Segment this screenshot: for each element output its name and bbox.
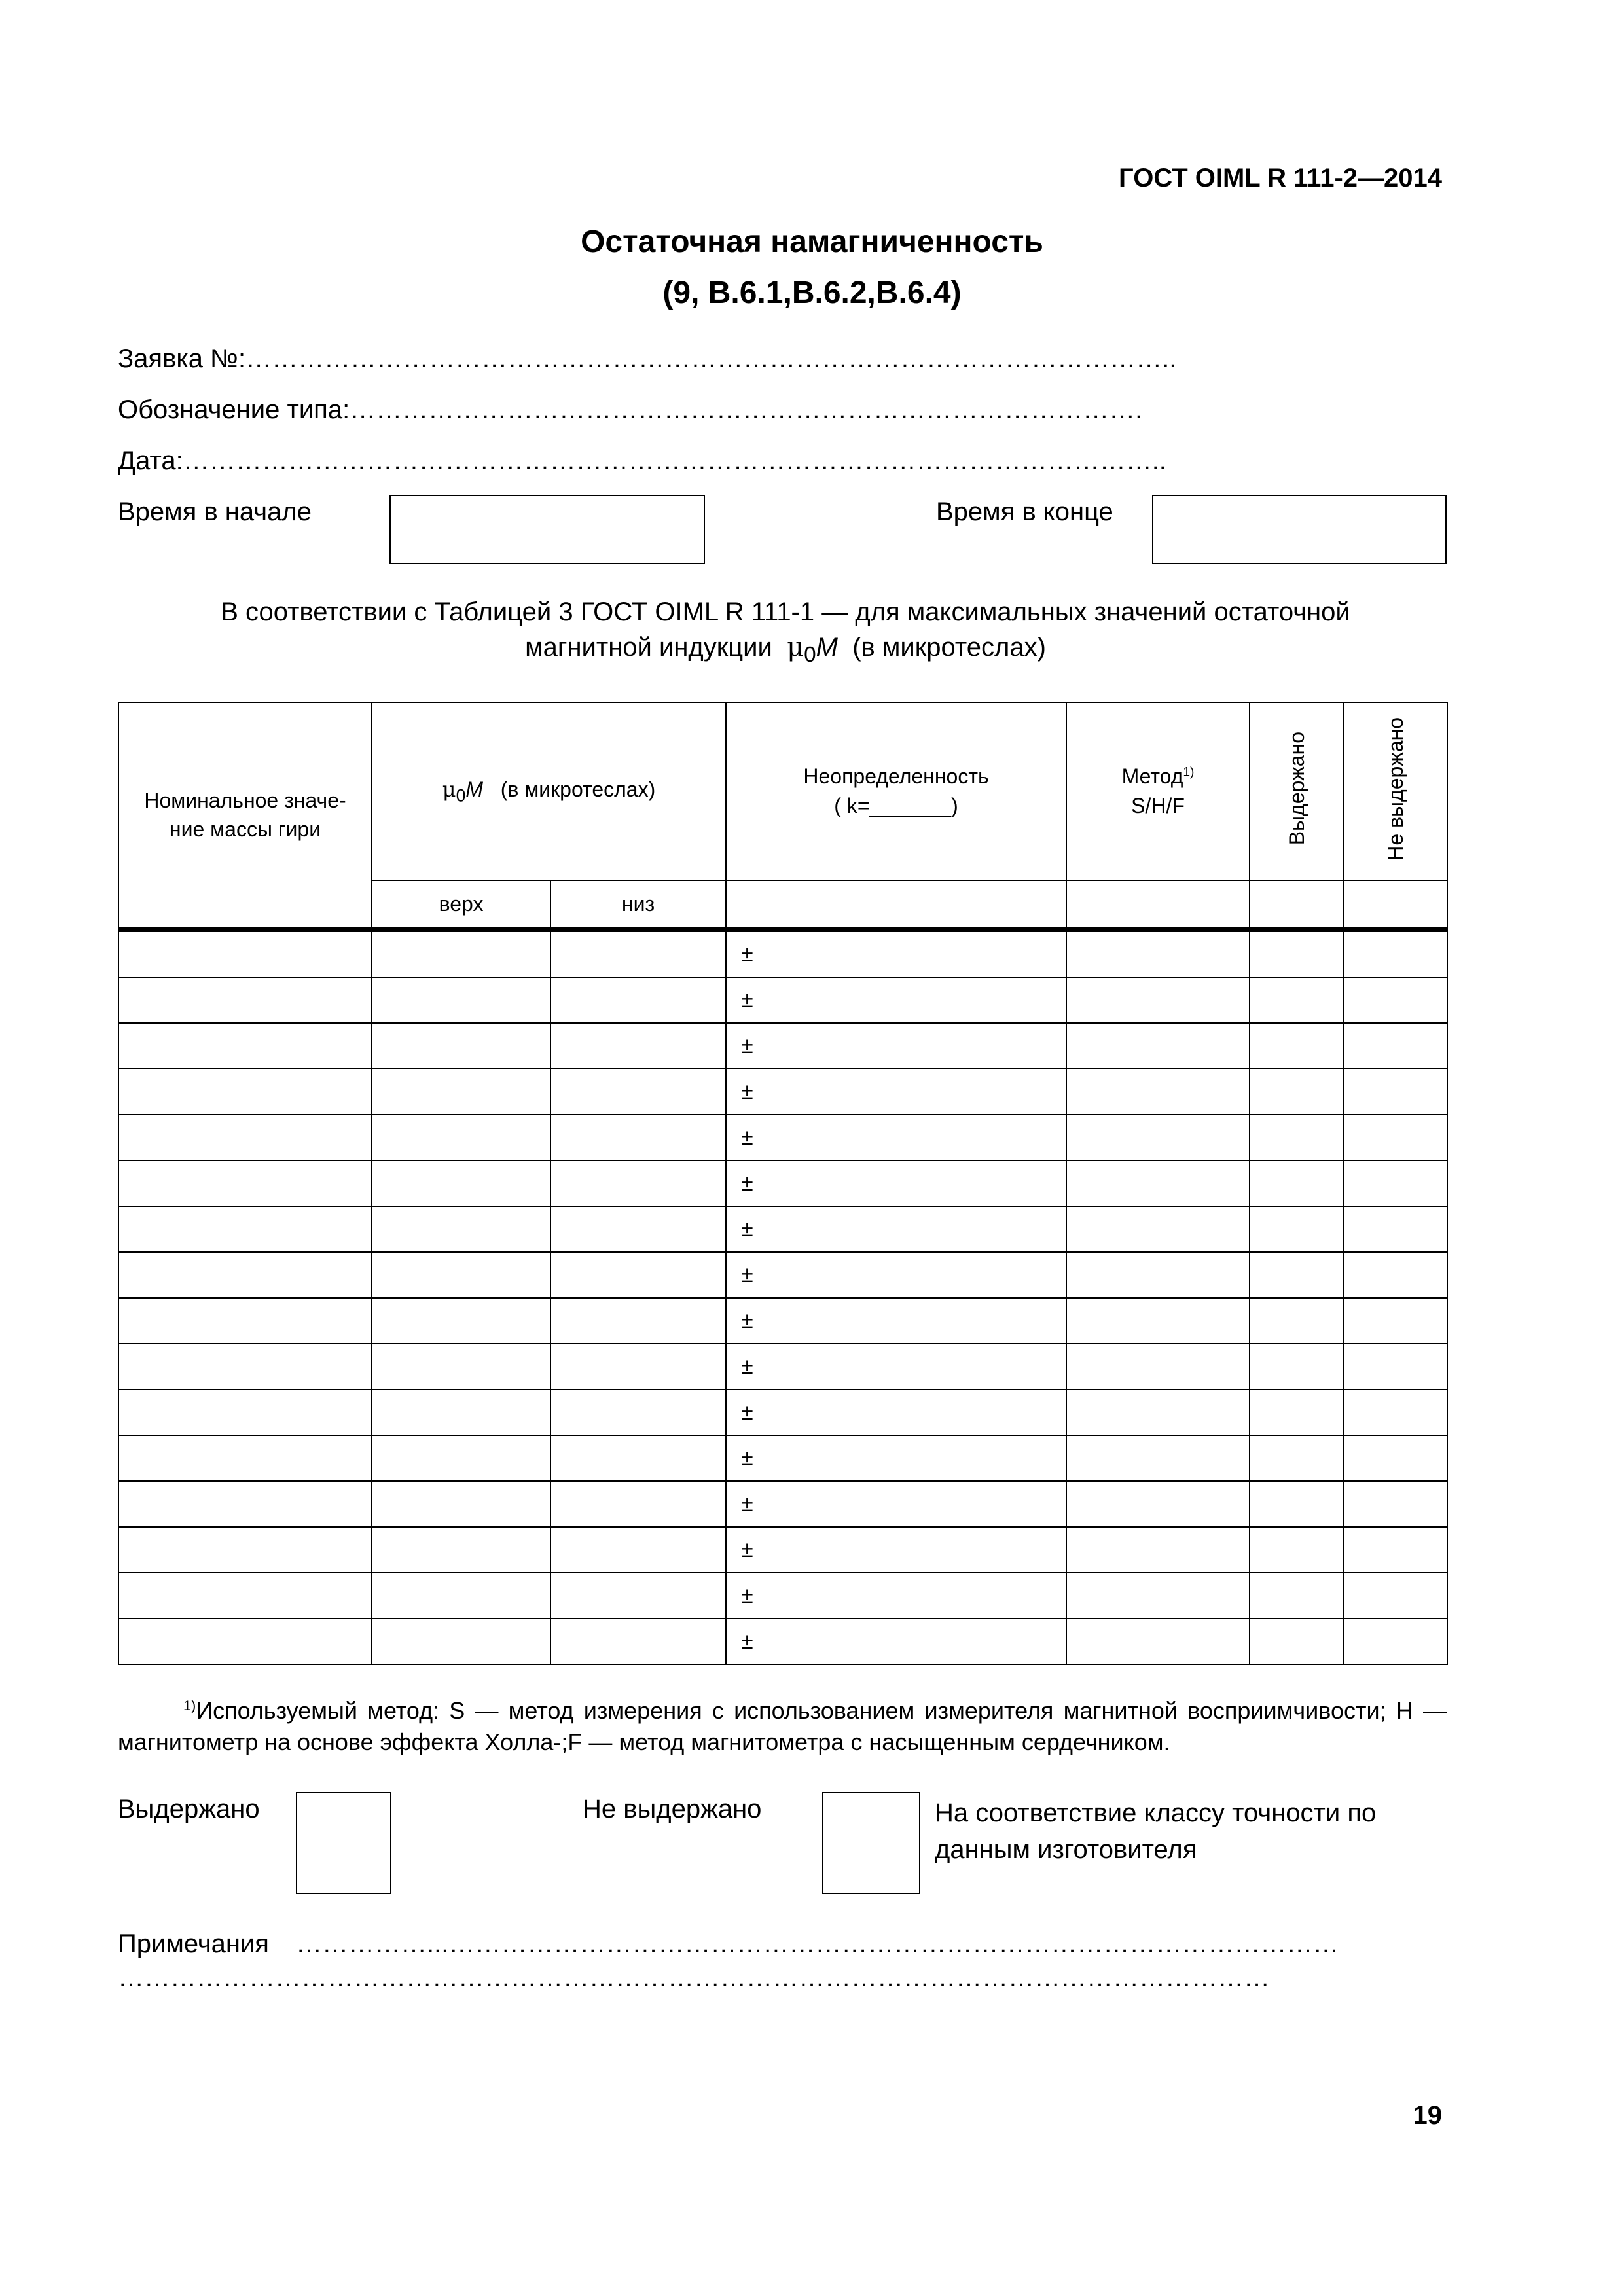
mu-bottom-cell[interactable] bbox=[550, 931, 726, 977]
nominal-cell[interactable] bbox=[118, 1481, 372, 1527]
time-start-label: Время в начале bbox=[118, 497, 312, 526]
mu-top-cell[interactable] bbox=[372, 1527, 550, 1573]
mu-top-cell[interactable] bbox=[372, 1160, 550, 1206]
passed-cell[interactable] bbox=[1250, 977, 1344, 1023]
passed-cell[interactable] bbox=[1250, 1298, 1344, 1344]
method-cell[interactable] bbox=[1066, 1160, 1250, 1206]
header-method-footnote-mark: 1) bbox=[1183, 765, 1195, 780]
header-passed-sub bbox=[1250, 880, 1344, 929]
table-row bbox=[118, 1619, 1447, 1664]
footnote-mark: 1) bbox=[183, 1697, 196, 1713]
mu-bottom-cell[interactable] bbox=[550, 1206, 726, 1252]
uncertainty-cell[interactable]: ± bbox=[726, 1252, 1066, 1298]
passed-cell[interactable] bbox=[1250, 1206, 1344, 1252]
mu-top-cell[interactable] bbox=[372, 1481, 550, 1527]
uncertainty-cell[interactable]: ± bbox=[726, 1573, 1066, 1619]
uncertainty-cell[interactable]: ± bbox=[726, 1115, 1066, 1160]
nominal-cell[interactable] bbox=[118, 1298, 372, 1344]
intro-line1: В соответствии с Таблицей 3 ГОСТ OIML R 111-1 — для максимальных значений остаточной bbox=[221, 598, 1350, 626]
table-row bbox=[118, 977, 1447, 1023]
mu-bottom-cell[interactable] bbox=[550, 1023, 726, 1069]
mu-top-cell[interactable] bbox=[372, 1390, 550, 1435]
uncertainty-cell[interactable]: ± bbox=[726, 1298, 1066, 1344]
passed-cell[interactable] bbox=[1250, 1435, 1344, 1481]
mu-top-cell[interactable] bbox=[372, 931, 550, 977]
header-uncertainty-sub bbox=[726, 880, 1066, 929]
nominal-cell[interactable] bbox=[118, 1160, 372, 1206]
header-mu-symbol: μ bbox=[442, 776, 456, 802]
method-cell[interactable] bbox=[1066, 1619, 1250, 1664]
table-row bbox=[118, 1527, 1447, 1573]
failed-cell[interactable] bbox=[1344, 1023, 1447, 1069]
passed-cell[interactable] bbox=[1250, 1344, 1344, 1390]
mu-bottom-cell[interactable] bbox=[550, 1619, 726, 1664]
method-cell[interactable] bbox=[1066, 1206, 1250, 1252]
table-row bbox=[118, 1160, 1447, 1206]
residual-magnetization-table bbox=[118, 702, 1448, 1665]
passed-cell[interactable] bbox=[1250, 1069, 1344, 1115]
time-start-box[interactable] bbox=[389, 495, 705, 564]
page-number: 19 bbox=[1413, 2101, 1442, 2130]
uncertainty-cell[interactable]: ± bbox=[726, 1619, 1066, 1664]
mu-top-cell[interactable] bbox=[372, 1206, 550, 1252]
page-title: Остаточная намагниченность bbox=[581, 224, 1043, 259]
header-mu-unit: (в микротеслах) bbox=[500, 777, 656, 801]
table-row bbox=[118, 1298, 1447, 1344]
header-method-label-wrap bbox=[1067, 764, 1249, 789]
header-nominal-mass bbox=[118, 702, 372, 929]
nominal-cell[interactable] bbox=[118, 1527, 372, 1573]
mu-bottom-cell[interactable] bbox=[550, 1390, 726, 1435]
footnote-text: Используемый метод: S — метод измерения с использованием измерителя магнитной восприимчивости; H — магнитометр на основе эффекта Холла-;F — метод магнитометра с насыщенным сердечником. bbox=[118, 1697, 1447, 1755]
manufacturer-conformity-label: На соответствие классу точности по данным изготовителя bbox=[935, 1799, 1377, 1864]
failed-cell[interactable] bbox=[1344, 1481, 1447, 1527]
uncertainty-cell[interactable]: ± bbox=[726, 1435, 1066, 1481]
mu-top-cell[interactable] bbox=[372, 1023, 550, 1069]
nominal-cell[interactable] bbox=[118, 1206, 372, 1252]
method-cell[interactable] bbox=[1066, 1069, 1250, 1115]
mu-top-cell[interactable] bbox=[372, 1069, 550, 1115]
method-cell[interactable] bbox=[1066, 1344, 1250, 1390]
header-failed bbox=[1344, 702, 1447, 880]
failed-cell[interactable] bbox=[1344, 1390, 1447, 1435]
table-row bbox=[118, 1023, 1447, 1069]
mu-top-cell[interactable] bbox=[372, 1115, 550, 1160]
intro-line2 bbox=[118, 630, 1453, 673]
application-number-field[interactable]: Заявка №:…………………………………………………………………………………………….. bbox=[118, 344, 1177, 373]
uncertainty-cell[interactable]: ± bbox=[726, 1069, 1066, 1115]
passed-cell[interactable] bbox=[1250, 1527, 1344, 1573]
failed-cell[interactable] bbox=[1344, 1206, 1447, 1252]
method-cell[interactable] bbox=[1066, 1435, 1250, 1481]
page-subtitle: (9, В.6.1,В.6.2,В.6.4) bbox=[662, 276, 962, 310]
nominal-cell[interactable] bbox=[118, 977, 372, 1023]
time-end-label: Время в конце bbox=[936, 497, 1113, 526]
header-failed-sub bbox=[1344, 880, 1447, 929]
mu-bottom-cell[interactable] bbox=[550, 1344, 726, 1390]
header-method-label: Метод bbox=[1121, 764, 1183, 788]
header-m-symbol: M bbox=[465, 777, 484, 801]
uncertainty-cell[interactable]: ± bbox=[726, 1160, 1066, 1206]
type-designation-field[interactable]: Обозначение типа:………………………………………………………………………………. bbox=[118, 395, 1143, 424]
table-row bbox=[118, 1390, 1447, 1435]
method-cell[interactable] bbox=[1066, 1390, 1250, 1435]
nominal-cell[interactable] bbox=[118, 1069, 372, 1115]
failed-cell[interactable] bbox=[1344, 977, 1447, 1023]
passed-cell[interactable] bbox=[1250, 1619, 1344, 1664]
failed-cell[interactable] bbox=[1344, 1298, 1447, 1344]
mu-bottom-cell[interactable] bbox=[550, 1527, 726, 1573]
mu-bottom-cell[interactable] bbox=[550, 1115, 726, 1160]
failed-cell[interactable] bbox=[1344, 1573, 1447, 1619]
mu-bottom-cell[interactable] bbox=[550, 1435, 726, 1481]
intro-text bbox=[118, 594, 1453, 673]
failed-cell[interactable] bbox=[1344, 931, 1447, 977]
header-passed-text: Выдержано bbox=[1284, 732, 1308, 846]
table-row bbox=[118, 1344, 1447, 1390]
mu-subscript: 0 bbox=[804, 643, 816, 667]
nominal-cell[interactable] bbox=[118, 1344, 372, 1390]
passed-cell[interactable] bbox=[1250, 1573, 1344, 1619]
table-row bbox=[118, 1069, 1447, 1115]
header-failed-text: Не выдержано bbox=[1383, 717, 1407, 861]
uncertainty-cell[interactable]: ± bbox=[726, 1481, 1066, 1527]
mu-top-cell[interactable] bbox=[372, 1252, 550, 1298]
method-cell[interactable] bbox=[1066, 1573, 1250, 1619]
method-cell[interactable] bbox=[1066, 931, 1250, 977]
table-row bbox=[118, 931, 1447, 977]
date-field[interactable]: Дата:………………………………………………………………………………………………….. bbox=[118, 446, 1166, 475]
header-mu0m bbox=[372, 702, 726, 880]
header-method-values: S/H/F bbox=[1131, 794, 1185, 817]
nominal-cell[interactable] bbox=[118, 1115, 372, 1160]
mu-top-cell[interactable] bbox=[372, 977, 550, 1023]
nominal-cell[interactable] bbox=[118, 931, 372, 977]
mu-top-cell[interactable] bbox=[372, 1573, 550, 1619]
passed-cell[interactable] bbox=[1250, 1023, 1344, 1069]
failed-label: Не выдержано bbox=[583, 1795, 762, 1823]
passed-cell[interactable] bbox=[1250, 1252, 1344, 1298]
passed-cell[interactable] bbox=[1250, 1481, 1344, 1527]
method-cell[interactable] bbox=[1066, 1527, 1250, 1573]
failed-cell[interactable] bbox=[1344, 1619, 1447, 1664]
table-row bbox=[118, 1435, 1447, 1481]
mu-symbol: μ bbox=[787, 632, 804, 662]
uncertainty-cell[interactable]: ± bbox=[726, 931, 1066, 977]
table-body bbox=[118, 929, 1447, 1664]
header-method-sub bbox=[1066, 880, 1250, 929]
passed-checkbox[interactable] bbox=[296, 1792, 391, 1894]
mu-bottom-cell[interactable] bbox=[550, 1252, 726, 1298]
failed-cell[interactable] bbox=[1344, 1344, 1447, 1390]
uncertainty-cell[interactable]: ± bbox=[726, 1344, 1066, 1390]
document-code: ГОСТ OIML R 111-2—2014 bbox=[1119, 164, 1442, 192]
mu-bottom-cell[interactable] bbox=[550, 1160, 726, 1206]
mu-bottom-cell[interactable] bbox=[550, 1069, 726, 1115]
passed-label: Выдержано bbox=[118, 1795, 260, 1823]
table-row bbox=[118, 1252, 1447, 1298]
passed-cell[interactable] bbox=[1250, 1160, 1344, 1206]
time-end-box[interactable] bbox=[1152, 495, 1447, 564]
failed-cell[interactable] bbox=[1344, 1069, 1447, 1115]
nominal-cell[interactable] bbox=[118, 1390, 372, 1435]
uncertainty-cell[interactable]: ± bbox=[726, 1206, 1066, 1252]
notes-line-2[interactable]: …………………………………………………………………………………………………………………… bbox=[118, 1964, 1270, 1992]
table-row bbox=[118, 1115, 1447, 1160]
passed-cell[interactable] bbox=[1250, 931, 1344, 977]
failed-cell[interactable] bbox=[1344, 1435, 1447, 1481]
header-mu-subscript: 0 bbox=[456, 785, 466, 806]
uncertainty-cell[interactable]: ± bbox=[726, 977, 1066, 1023]
header-mu-bottom: низ bbox=[550, 880, 726, 929]
nominal-cell[interactable] bbox=[118, 1573, 372, 1619]
method-cell[interactable] bbox=[1066, 977, 1250, 1023]
header-uncertainty bbox=[726, 702, 1066, 880]
nominal-cell[interactable] bbox=[118, 1435, 372, 1481]
uncertainty-cell[interactable]: ± bbox=[726, 1023, 1066, 1069]
header-nominal-mass-text: Номинальное значе-ние массы гири bbox=[144, 789, 346, 841]
method-cell[interactable] bbox=[1066, 1023, 1250, 1069]
mu-bottom-cell[interactable] bbox=[550, 977, 726, 1023]
m-symbol: M bbox=[816, 633, 838, 662]
failed-cell[interactable] bbox=[1344, 1252, 1447, 1298]
header-passed bbox=[1250, 702, 1344, 880]
nominal-cell[interactable] bbox=[118, 1619, 372, 1664]
failed-cell[interactable] bbox=[1344, 1527, 1447, 1573]
passed-cell[interactable] bbox=[1250, 1390, 1344, 1435]
mu-top-cell[interactable] bbox=[372, 1619, 550, 1664]
failed-checkbox[interactable] bbox=[822, 1792, 920, 1894]
mu-bottom-cell[interactable] bbox=[550, 1481, 726, 1527]
notes-label: Примечания bbox=[118, 1929, 269, 1958]
mu-bottom-cell[interactable] bbox=[550, 1573, 726, 1619]
table-row bbox=[118, 1481, 1447, 1527]
nominal-cell[interactable] bbox=[118, 1252, 372, 1298]
mu-top-cell[interactable] bbox=[372, 1298, 550, 1344]
mu-bottom-cell[interactable] bbox=[550, 1298, 726, 1344]
failed-cell[interactable] bbox=[1344, 1115, 1447, 1160]
method-cell[interactable] bbox=[1066, 1298, 1250, 1344]
table-row bbox=[118, 1573, 1447, 1619]
method-cell[interactable] bbox=[1066, 1252, 1250, 1298]
table-row bbox=[118, 1206, 1447, 1252]
intro-line2-suffix: (в микротеслах) bbox=[852, 633, 1046, 662]
header-uncertainty-k: ( k=_______) bbox=[834, 794, 958, 817]
intro-line2-prefix: магнитной индукции bbox=[525, 633, 772, 662]
uncertainty-cell[interactable]: ± bbox=[726, 1527, 1066, 1573]
header-method bbox=[1066, 702, 1250, 880]
uncertainty-cell[interactable]: ± bbox=[726, 1390, 1066, 1435]
mu-top-cell[interactable] bbox=[372, 1344, 550, 1390]
passed-cell[interactable] bbox=[1250, 1115, 1344, 1160]
nominal-cell[interactable] bbox=[118, 1023, 372, 1069]
footnote bbox=[118, 1695, 1447, 1758]
failed-cell[interactable] bbox=[1344, 1160, 1447, 1206]
notes-line-1[interactable]: ……………...………………………………………………………………………………………… bbox=[296, 1929, 1339, 1958]
mu-top-cell[interactable] bbox=[372, 1435, 550, 1481]
header-uncertainty-label: Неопределенность bbox=[803, 764, 989, 788]
method-cell[interactable] bbox=[1066, 1481, 1250, 1527]
method-cell[interactable] bbox=[1066, 1115, 1250, 1160]
header-mu-top: верх bbox=[372, 880, 550, 929]
